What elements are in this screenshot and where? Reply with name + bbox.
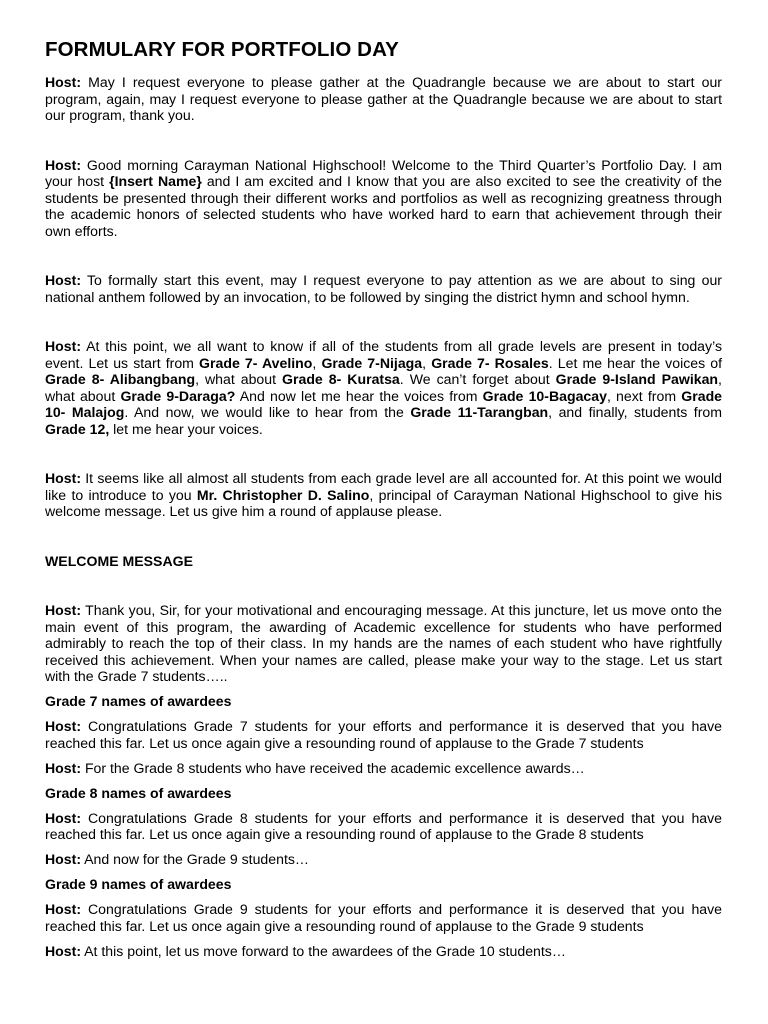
paragraph-text: At this point, let us move forward to the awardees of the Grade 10 students… [84,942,566,959]
paragraph-text: , and finally, students from [548,404,722,420]
section-name: Grade 9-Island Pawikan [555,371,719,387]
paragraph-text: Congratulations Grade 7 students for your efforts and performance it is deserved that you have reached this far. Let us once again give a resounding round of applause to the Grade 7 students [45,718,723,751]
paragraph-grade-9-intro [45,851,722,868]
section-name: Grade 9-Daraga? [120,387,236,404]
host-label: Host: [45,338,82,354]
paragraph-anthem [45,272,722,305]
paragraph-grade-9-congrats [45,901,722,934]
grade-9-awardees-heading: Grade 9 names of awardees [45,876,232,892]
paragraph-text: , what about [45,371,722,404]
paragraph-text: let me hear your voices. [113,420,263,437]
paragraph-text: . We can’t forget about [399,371,550,387]
section-name: Grade 7- Rosales [431,354,549,371]
paragraph-text: Congratulations Grade 8 students for your efforts and performance it is deserved that you have reached this far. Let us once again give a resounding round of applause to the Grade 8 students [45,809,723,842]
paragraph-text: And now for the Grade 9 students… [84,851,310,867]
section-name: Grade 10-Bagacay [482,387,607,404]
paragraph-text: For the Grade 8 students who have received the academic excellence awards… [84,759,585,776]
section-name: Grade 7-Nijaga [321,354,423,371]
paragraph-welcome-greeting [45,157,722,240]
section-name: Grade 11-Tarangban [410,404,549,420]
paragraph-grade-7-congrats [45,718,722,751]
host-label: Host: [45,602,82,618]
paragraph-gather [45,74,722,124]
paragraph-text: To formally start this event, may I request everyone to pay attention as we are about to sing our national anthem followed by an invocation, to be followed by singing the district hymn and school hymn. [45,272,722,305]
paragraph-text: , principal of Carayman National Highschool to give his welcome message. Let us give him a round of applause please. [45,486,722,519]
paragraph-grade-10-intro [45,943,722,960]
paragraph-grade-8-intro [45,760,722,777]
paragraph-awarding-intro [45,602,722,685]
welcome-message-heading: WELCOME MESSAGE [45,552,193,569]
paragraph-grade-8-congrats [45,810,722,843]
host-label: Host: [45,901,82,917]
section-name: Grade 12, [45,420,110,437]
principal-name: Mr. Christopher D. Salino [196,486,370,503]
paragraph-text: . Let me hear the voices of [548,354,723,371]
paragraph-text: Congratulations Grade 9 students for your efforts and performance it is deserved that you have reached this far. Let us once again give a resounding round of applause to the Grade 9 students [45,901,723,934]
paragraph-text: It seems like all almost all students from each grade level are all accounted for. At this point we would like to introduce to you [45,470,722,503]
paragraph-text: At this point, we all want to know if all of the students from all grade levels are present in today’s event. Let us start from [45,338,722,371]
paragraph-text: , [312,354,317,371]
paragraph-principal-intro [45,470,722,520]
document-title: FORMULARY FOR PORTFOLIO DAY [45,38,399,61]
paragraph-text: . And now, we would like to hear from the [124,404,404,420]
paragraph-text: May I request everyone to please gather at the Quadrangle because we are about to start our program, again, may I request everyone to please gather at the Quadrangle because we are about to start our program, thank you. [45,74,722,123]
host-label: Host: [45,470,82,486]
host-label: Host: [45,809,82,826]
paragraph-text: And now let me hear the voices from [239,387,478,404]
paragraph-text: and I am excited and I know that you are also excited to see the creativity of the students be presented through their different works and portfolios as well as recognizing greatness through the academic honors of selected students who have worked hard to earn that achievement through their own efforts. [45,173,723,239]
paragraph-text: , [422,354,427,371]
host-label: Host: [45,851,82,867]
paragraph-text: , what about [195,371,277,387]
host-label: Host: [45,942,82,959]
section-name: Grade 10- Malajog [45,387,723,420]
grade-8-awardees-heading: Grade 8 names of awardees [45,784,232,801]
host-label: Host: [45,759,82,776]
section-name: Grade 7- Avelino [199,354,313,371]
host-label: Host: [45,272,82,288]
section-name: Grade 8- Alibangbang [45,371,196,387]
paragraph-text: Thank you, Sir, for your motivational and encouraging message. At this juncture, let us move onto the main event of this program, the awarding of Academic excellence for students who have performed admirably to reach the top of their class. In my hands are the names of each student who have rightfully received this achievement. When your names are called, please make your way to the stage. Let us start with the Grade 7 students….. [45,602,722,684]
host-label: Host: [45,74,82,90]
host-label: Host: [45,156,82,173]
insert-name-placeholder: {Insert Name} [109,173,202,189]
grade-7-awardees-heading: Grade 7 names of awardees [45,693,232,709]
section-name: Grade 8- Kuratsa [282,371,400,387]
paragraph-roll-call [45,338,722,437]
paragraph-text: , next from [606,387,677,404]
host-label: Host: [45,718,82,734]
document-page [45,38,722,968]
paragraph-text: Good morning Carayman National Highschool! Welcome to the Third Quarter’s Portfolio Day. I am your host [45,156,722,189]
